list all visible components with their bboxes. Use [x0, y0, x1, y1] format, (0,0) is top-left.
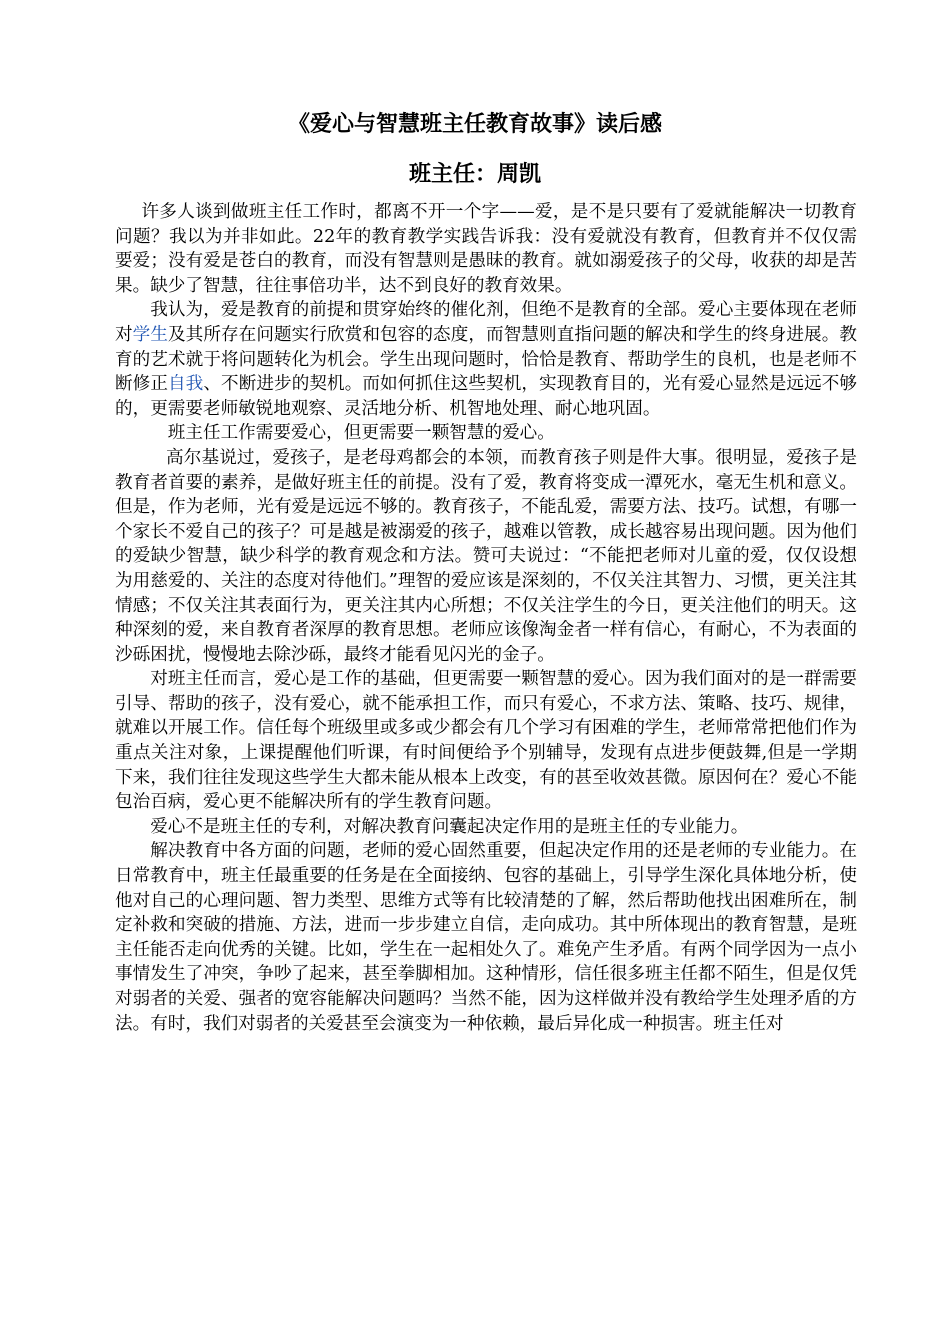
- paragraph-3: [115, 421, 857, 446]
- paragraph-4: [115, 446, 857, 667]
- document-body: [115, 200, 857, 1036]
- paragraph-text: 爱心不是班主任的专利，对解决教育问囊起决定作用的是班主任的专业能力。: [150, 816, 749, 837]
- paragraph-2: [115, 298, 857, 421]
- paragraph-1: [115, 200, 857, 298]
- paragraph-text: 许多人谈到做班主任工作时，都离不开一个字——爱，是不是只要有了爱就能解决一切教育问题？我以为并非如此。22年的教育教学实践告诉我：没有爱就没有教育，但教育并不仅仅需要爱；没有爱是苍白的教育，而没有智慧则是愚昧的教育。就如溺爱孩子的父母，收获的却是苦果。缺少了智慧，往往事倍功半，达不到良好的教育效果。: [115, 202, 857, 296]
- paragraph-text: 我认为，爱是教育的前提和贯穿始终的催化剂，但绝不是教育的全部。爱心主要体现在老师对: [115, 300, 857, 345]
- paragraph-text: 班主任工作需要爱心，但更需要一颗智慧的爱心。: [167, 423, 555, 444]
- link-self[interactable]: 自我: [168, 374, 204, 395]
- paragraph-text: 高尔基说过，爱孩子，是老母鸡都会的本领，而教育孩子则是件大事。很明显，爱孩子是教育者首要的素养，是做好班主任的前提。没有了爱，教育将变成一潭死水，毫无生机和意义。但是，作为老师，光有爱是远远不够的。教育孩子，不能乱爱，需要方法、技巧。试想，有哪一个家长不爱自己的孩子？可是越是被溺爱的孩子，越难以管教，成长越容易出现问题。因为他们的爱缺少智慧，缺少科学的教育观念和方法。赞可夫说过：“不能把老师对儿童的爱，仅仅设想为用慈爱的、关注的态度对待他们。”理智的爱应该是深刻的，不仅关注其智力、习惯，更关注其情感；不仅关注其表面行为，更关注其内心所想；不仅关注学生的今日，更关注他们的明天。这种深刻的爱，来自教育者深厚的教育思想。老师应该像淘金者一样有信心，有耐心，不为表面的沙砾困扰，慢慢地去除沙砾，最终才能看见闪光的金子。: [115, 447, 857, 665]
- author-line: 班主任：周凯: [408, 162, 541, 187]
- paragraph-7: [115, 839, 857, 1036]
- paragraph-text: 解决教育中各方面的问题，老师的爱心固然重要，但起决定作用的还是老师的专业能力。在日常教育中，班主任最重要的任务是在全面接纳、包容的基础上，引导学生深化具体地分析，使他对自己的心理问题、智力类型、思维方式等有比较清楚的了解，然后帮助他找出困难所在，制定补救和突破的措施、方法，进而一步步建立自信，走向成功。其中所体现出的教育智慧，是班主任能否走向优秀的关键。比如，学生在一起相处久了。难免产生矛盾。有两个同学因为一点小事情发生了冲突，争吵了起来，甚至拳脚相加。这种情形，信任很多班主任都不陌生，但是仅凭对弱者的关爱、强者的宽容能解决问题吗？当然不能，因为这样做并没有教给学生处理矛盾的方法。有时，我们对弱者的关爱甚至会演变为一种依赖，最后异化成一种损害。班主任对: [115, 841, 857, 1034]
- paragraph-text: 对班主任而言，爱心是工作的基础，但更需要一颗智慧的爱心。因为我们面对的是一群需要引导、帮助的孩子，没有爱心，就不能承担工作，而只有爱心，不求方法、策略、技巧、规律，就难以开展工作。信任每个班级里或多或少都会有几个学习有困难的学生，老师常常把他们作为重点关注对象，上课提醒他们听课，有时间便给予个别辅导，发现有点进步便鼓舞,但是一学期下来，我们往往发现这些学生大都未能从根本上改变，有的甚至收效甚微。原因何在？爱心不能包治百病，爱心更不能解决所有的学生教育问题。: [115, 669, 857, 813]
- link-students[interactable]: 学生: [132, 324, 169, 345]
- paragraph-text: 及其所存在问题实行欣赏和包容的态度，而智慧则直指问题的解决和学生的终身进展。教育的艺术就于将问题转化为机会。学生出现问题时，恰恰是教育、帮助学生的良机，也是老师不断修正: [115, 324, 857, 395]
- document-title: 《爱心与智慧班主任教育故事》读后感: [287, 112, 662, 137]
- paragraph-6: [115, 815, 857, 840]
- paragraph-text: 、不断进步的契机。而如何抓住这些契机，实现教育目的，光有爱心显然是远远不够的，更需要老师敏锐地观察、灵活地分析、机智地处理、耐心地巩固。: [115, 374, 857, 419]
- paragraph-5: [115, 667, 857, 815]
